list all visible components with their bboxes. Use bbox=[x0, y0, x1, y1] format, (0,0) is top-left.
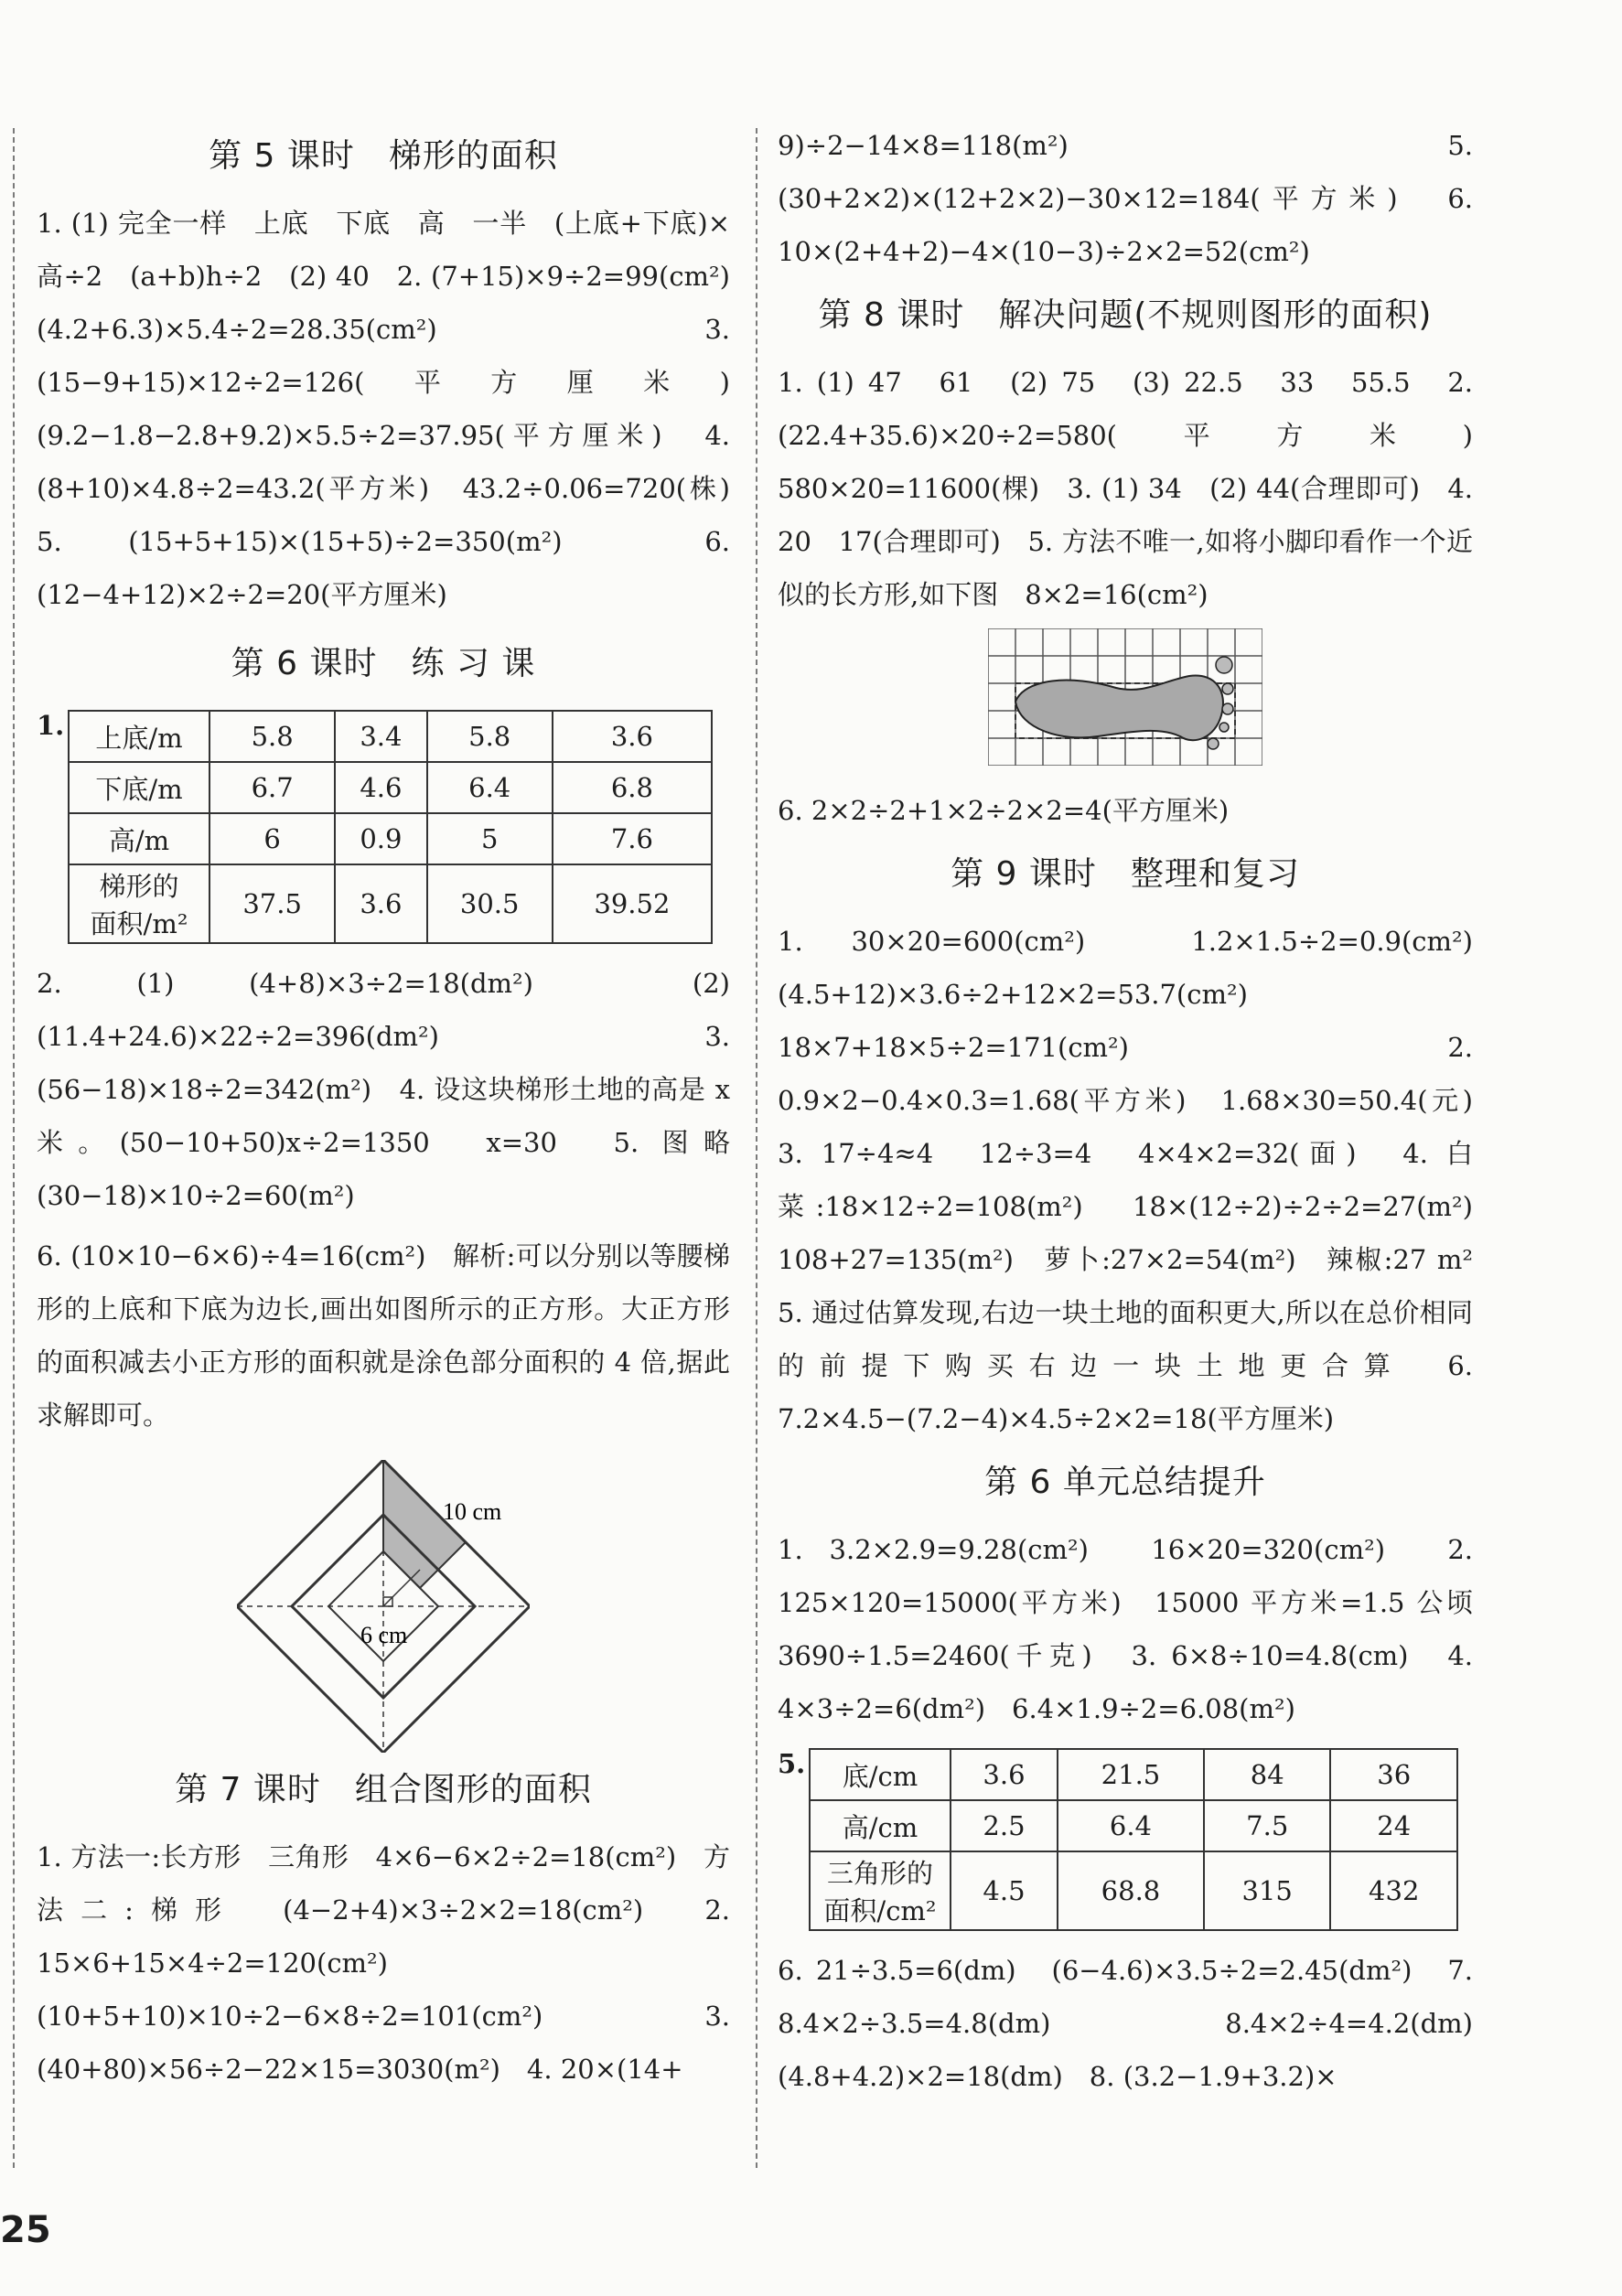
trapezoid-table-cell: 37.5 bbox=[209, 864, 335, 943]
lesson-8-title: 第 8 课时 解决问题(不规则图形的面积) bbox=[818, 296, 1433, 334]
trapezoid-table-row-header: 高/m bbox=[69, 813, 209, 864]
trapezoid-table-cell: 39.52 bbox=[553, 864, 712, 943]
trapezoid-table-cell: 5.8 bbox=[427, 711, 553, 762]
trapezoid-table-row bbox=[69, 762, 712, 813]
continued-answers: 9)÷2−14×8=118(m²) 5. (30+2×2)×(12+2×2)−30×12=184(平方米) 6. 10×(2+4+2)−4×(10−3)÷2×2=52(cm²) bbox=[778, 130, 1473, 267]
unit-6-title: 第 6 单元总结提升 bbox=[984, 1464, 1266, 1501]
lesson-6-answers: 2. (1) (4+8)×3÷2=18(dm²) (2) (11.4+24.6)×22÷2=396(dm²) 3. (56−18)×18÷2=342(m²) 4. 设这块梯形土地的高是 x 米。(50−10+50)x÷2=1350 x=30 5. 图略 (30−18)×10÷2=60(m²) bbox=[37, 968, 757, 1211]
lesson-8-answer-6: 6. 2×2÷2+1×2÷2×2=4(平方厘米) bbox=[778, 795, 1230, 826]
triangle-table-cell: 315 bbox=[1204, 1851, 1331, 1930]
lesson-9-title: 第 9 课时 整理和复习 bbox=[951, 855, 1300, 893]
triangle-table-cell: 6.4 bbox=[1058, 1800, 1204, 1851]
unit-6-table-block bbox=[778, 1743, 1473, 1944]
footprint-grid-figure bbox=[988, 628, 1262, 766]
lesson-6-title: 第 6 课时 练 习 课 bbox=[231, 645, 536, 682]
triangle-table-cell: 24 bbox=[1330, 1800, 1457, 1851]
lesson-7-answers: 1. 方法一:长方形 三角形 4×6−6×2÷2=18(cm²) 方法二:梯形 (4−2+4)×3÷2×2=18(cm²) 2. 15×6+15×4÷2=120(cm²) (10+5+10)×10÷2−6×8÷2=101(cm²) 3. (40+80)×56÷2−22×15=3030(m²) 4. 20×(14+ bbox=[37, 1841, 730, 2085]
trapezoid-table-cell: 5.8 bbox=[209, 711, 335, 762]
lesson-8-answers: 1. (1) 47 61 (2) 75 (3) 22.5 33 55.5 2. (22.4+35.6)×20÷2=580(平方米) 580×20=11600(棵) 3. (1) 34 (2) 44(合理即可) 4. 20 17(合理即可) 5. 方法不唯一,如将小脚印看作一个近似的长方形,如下图 8×2=16(cm²) bbox=[778, 367, 1500, 610]
trapezoid-table-cell: 0.9 bbox=[335, 813, 426, 864]
triangle-table-row-header: 底/cm bbox=[810, 1749, 951, 1800]
triangle-table-row bbox=[810, 1749, 1457, 1800]
lesson-6-table-number: 1. bbox=[37, 710, 65, 741]
triangle-table-row bbox=[810, 1800, 1457, 1851]
triangle-table-cell: 7.5 bbox=[1204, 1800, 1331, 1851]
left-column bbox=[37, 119, 757, 2103]
unit-6-answers: 1. 3.2×2.9=9.28(cm²) 16×20=320(cm²) 2. 125×120=15000(平方米) 15000 平方米=1.5 公顷 3690÷1.5=2460(千克) 3. 6×8÷10=4.8(cm) 4. 4×3÷2=6(dm²) 6.4×1.9÷2=6.08(m²) bbox=[778, 1534, 1500, 1724]
right-column bbox=[778, 119, 1500, 2110]
triangle-table-row-header: 高/cm bbox=[810, 1800, 951, 1851]
lesson-7-title: 第 7 课时 组合图形的面积 bbox=[175, 1771, 592, 1808]
triangle-table-cell: 3.6 bbox=[951, 1749, 1058, 1800]
triangle-table-cell: 2.5 bbox=[951, 1800, 1058, 1851]
triangle-table-cell: 432 bbox=[1330, 1851, 1457, 1930]
label-6cm: 6 cm bbox=[360, 1622, 408, 1648]
lesson-5-answers: 1. (1) 完全一样 上底 下底 高 一半 (上底+下底)×高÷2 (a+b)h÷2 (2) 40 2. (7+15)×9÷2=99(cm²) (4.2+6.3)×5.4÷2=28.35(cm²) 3. (15−9+15)×12÷2=126(平方厘米) (9.2−1.8−2.8+9.2)×5.5÷2=37.95(平方厘米) 4. (8+10)×4.8÷2=43.2(平方米) 43.2÷0.06=720(株) 5. (15+5+15)×(15+5)÷2=350(m²) 6. (12−4+12)×2÷2=20(平方厘米) bbox=[37, 208, 757, 610]
lesson-5-title: 第 5 课时 梯形的面积 bbox=[209, 137, 558, 175]
trapezoid-table-cell: 6.8 bbox=[553, 762, 712, 813]
triangle-table bbox=[809, 1748, 1458, 1931]
label-10cm: 10 cm bbox=[443, 1498, 502, 1525]
triangle-table-row bbox=[810, 1851, 1457, 1930]
trapezoid-table-cell: 6.4 bbox=[427, 762, 553, 813]
left-margin-line bbox=[13, 128, 15, 2168]
trapezoid-table bbox=[68, 710, 713, 944]
triangle-table-cell: 21.5 bbox=[1058, 1749, 1204, 1800]
trapezoid-table-row bbox=[69, 711, 712, 762]
trapezoid-table-cell: 7.6 bbox=[553, 813, 712, 864]
triangle-table-cell: 68.8 bbox=[1058, 1851, 1204, 1930]
triangle-table-row-header: 三角形的 面积/cm² bbox=[810, 1851, 951, 1930]
nested-squares-figure bbox=[237, 1460, 530, 1753]
trapezoid-table-cell: 3.6 bbox=[553, 711, 712, 762]
trapezoid-table-cell: 6 bbox=[209, 813, 335, 864]
unit-6-answers-2: 6. 21÷3.5=6(dm) (6−4.6)×3.5÷2=2.45(dm²) 7. 8.4×2÷3.5=4.8(dm) 8.4×2÷4=4.2(dm) (4.8+4.2)×2=18(dm) 8. (3.2−1.9+3.2)× bbox=[778, 1955, 1500, 2092]
lesson-6-answer-6: 6. (10×10−6×6)÷4=16(cm²) 解析:可以分别以等腰梯形的上底和下底为边长,画出如图所示的正方形。大正方形的面积减去小正方形的面积就是涂色部分面积的 4 倍,据此求解即可。 bbox=[37, 1240, 730, 1431]
trapezoid-table-row-header: 梯形的 面积/m² bbox=[69, 864, 209, 943]
trapezoid-table-row-header: 上底/m bbox=[69, 711, 209, 762]
trapezoid-table-cell: 3.4 bbox=[335, 711, 426, 762]
trapezoid-table-cell: 3.6 bbox=[335, 864, 426, 943]
trapezoid-table-cell: 5 bbox=[427, 813, 553, 864]
trapezoid-table-cell: 30.5 bbox=[427, 864, 553, 943]
trapezoid-table-cell: 4.6 bbox=[335, 762, 426, 813]
trapezoid-table-row-header: 下底/m bbox=[69, 762, 209, 813]
triangle-table-cell: 4.5 bbox=[951, 1851, 1058, 1930]
trapezoid-table-row bbox=[69, 864, 712, 943]
trapezoid-table-row bbox=[69, 813, 712, 864]
page-number: 25 bbox=[0, 2209, 51, 2251]
trapezoid-table-cell: 6.7 bbox=[209, 762, 335, 813]
unit-6-table-number: 5. bbox=[778, 1748, 806, 1779]
triangle-table-cell: 36 bbox=[1330, 1749, 1457, 1800]
lesson-9-answers: 1. 30×20=600(cm²) 1.2×1.5÷2=0.9(cm²) (4.5+12)×3.6÷2+12×2=53.7(cm²) 18×7+18×5÷2=171(cm²) 2. 0.9×2−0.4×0.3=1.68(平方米) 1.68×30=50.4(元) 3. 17÷4≈4 12÷3=4 4×4×2=32(面) 4. 白菜:18×12÷2=108(m²) 18×(12÷2)÷2÷2=27(m²) 108+27=135(m²) 萝卜:27×2=54(m²) 辣椒:27 m² 5. 通过估算发现,右边一块土地的面积更大,所以在总价相同的前提下购买右边一块土地更合算 6. 7.2×4.5−(7.2−4)×4.5÷2×2=18(平方厘米) bbox=[778, 926, 1500, 1434]
footprint-shape bbox=[1015, 676, 1223, 741]
lesson-6-table-block bbox=[37, 704, 730, 957]
triangle-table-cell: 84 bbox=[1204, 1749, 1331, 1800]
